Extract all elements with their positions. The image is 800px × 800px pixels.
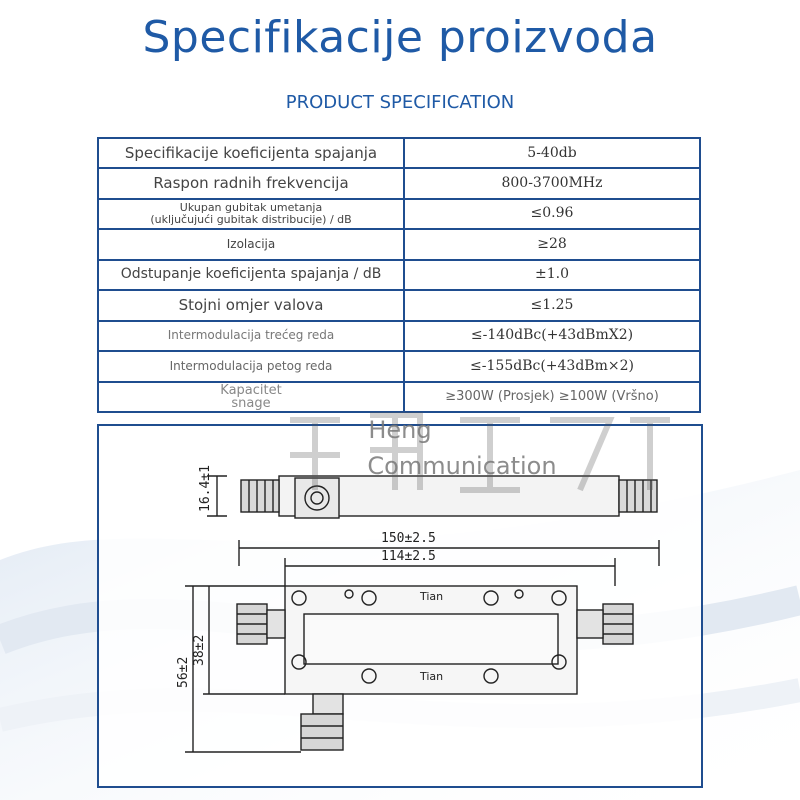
dim-height-body: 38±2	[192, 634, 207, 666]
table-row	[98, 138, 700, 168]
dim-height-top: 16.4±1	[198, 465, 213, 512]
label-bottom: Tian	[420, 670, 444, 683]
specification-table	[97, 137, 701, 413]
spec-value: ≥28	[404, 229, 700, 259]
table-row	[98, 229, 700, 259]
page-subtitle: PRODUCT SPECIFICATION	[285, 92, 515, 113]
dim-length-body: 114±2.5	[381, 549, 436, 564]
spec-value: 5-40db	[404, 138, 700, 168]
spec-label: Raspon radnih frekvencija	[98, 168, 404, 198]
table-row	[98, 168, 700, 198]
dim-height-total: 56±2	[176, 656, 191, 688]
page-title: Specifikacije proizvoda	[142, 12, 658, 63]
spec-label: Odstupanje koeficijenta spajanja / dB	[98, 260, 404, 290]
table-row	[98, 260, 700, 290]
watermark-line1: Heng	[368, 416, 432, 444]
spec-value: ±1.0	[404, 260, 700, 290]
table-row	[98, 351, 700, 381]
spec-value: 800-3700MHz	[404, 168, 700, 198]
spec-label: Kapacitet snage	[98, 382, 404, 413]
table-row	[98, 321, 700, 351]
spec-value: ≤0.96	[404, 199, 700, 229]
table-row	[98, 199, 700, 229]
spec-value: ≤1.25	[404, 290, 700, 320]
table-row	[98, 290, 700, 320]
spec-label: Specifikacije koeficijenta spajanja	[98, 138, 404, 168]
spec-value: ≤-140dBc(+43dBmX2)	[404, 321, 700, 351]
spec-label: Ukupan gubitak umetanja (uključujući gubitak distribucije) / dB	[98, 199, 404, 229]
label-top: Tian	[420, 590, 444, 603]
dim-length-total: 150±2.5	[381, 531, 436, 546]
spec-value: ≥300W (Prosjek) ≥100W (Vršno)	[404, 382, 700, 413]
spec-label: Intermodulacija petog reda	[98, 351, 404, 381]
watermark-line2: Communication	[367, 452, 557, 480]
spec-label: Intermodulacija trećeg reda	[98, 321, 404, 351]
spec-label: Izolacija	[98, 229, 404, 259]
watermark-logo	[280, 400, 680, 500]
spec-value: ≤-155dBc(+43dBm×2)	[404, 351, 700, 381]
spec-label: Stojni omjer valova	[98, 290, 404, 320]
